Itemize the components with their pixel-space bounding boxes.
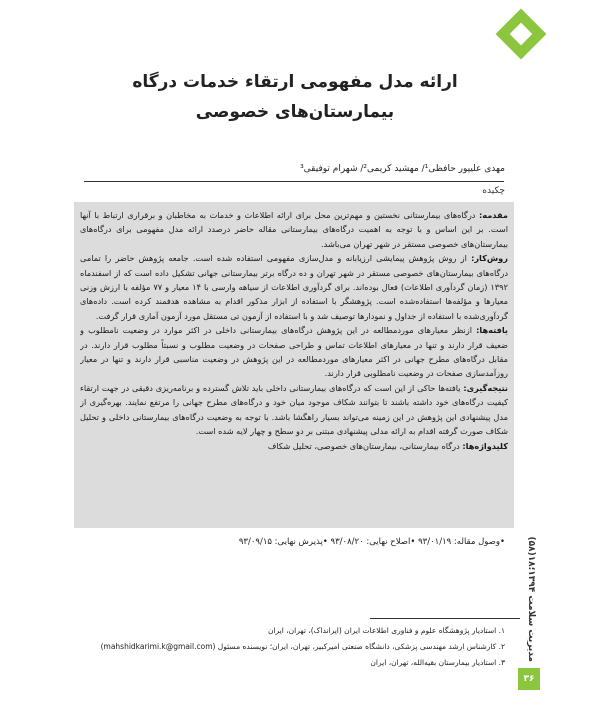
abstract-keywords <box>80 439 508 453</box>
abstract-conclusion-text: یافته‌ها حاکی از این است که درگاه‌های بیمارستانی داخلی باید تلاش گسترده و برنامه‌ریزی دقیقی در جهت ارتقاء کیفیت درگاه‌های خود داشته باشند تا بتوانند شکاف موجود میان خود و درگاه‌های مطرح جهانی را مرتفع نمایند. بهره‌گیری از مدل پیشنهادی این پژوهش در این زمینه می‌تواند بسیار راهگشا باشد. با توجه به وضعیت درگاه‌های بیمارستانی داخلی و تحلیل شکاف صورت گرفته اقدام به ارائه مدلی پیشنهادی مبتنی بر دو سطح و چهار لایه شده است. <box>80 382 508 437</box>
abstract-intro-label: مقدمه: <box>478 210 508 220</box>
abstract-keywords-label: کلیدواژه‌ها: <box>462 440 508 451</box>
submission-dates: •وصول مقاله: ۹۳/۰۱/۱۹ •اصلاح نهایی: ۹۳/۰۸/۲۰ •پذیرش نهایی: ۹۳/۰۹/۱۵ <box>238 537 505 547</box>
abstract-results-label: یافته‌ها: <box>476 325 508 336</box>
abstract-intro <box>80 208 508 251</box>
abstract-conclusion-label: نتیجه‌گیری: <box>463 382 508 393</box>
footnote-1: ۱. استادیار پژوهشگاه علوم و فناوری اطلاعات ایران (ایرانداک)، تهران، ایران <box>267 626 505 635</box>
paper-title-line2: بیمارستان‌های خصوصی <box>195 102 395 122</box>
abstract-heading: چکیده <box>482 186 505 196</box>
abstract-results <box>80 323 508 381</box>
abstract-body <box>80 208 508 524</box>
abstract-keywords-text: درگاه بیمارستانی، بیمارستان‌های خصوصی، تحلیل شکاف <box>267 440 463 451</box>
abstract-method <box>80 251 508 323</box>
divider <box>84 181 504 182</box>
abstract-conclusion <box>80 381 508 439</box>
footnote-2: ۲. کارشناس ارشد مهندسی پزشکی، دانشگاه صنعتی امیرکبیر، تهران، ایران؛ نویسنده مسئول (mahshidkarimi.k@gmail.com) <box>100 642 505 651</box>
page-number: ۳۶ <box>518 668 540 690</box>
paper-title-line1: ارائه مدل مفهومی ارتقاء خدمات درگاه <box>132 72 458 92</box>
journal-side-label: مدیریت سلامت ۱۳۹۴؛۱۸(۵۸) <box>526 536 536 662</box>
abstract-results-text: ازنظر معیارهای موردمطالعه در این پژوهش درگاه‌های بیمارستانی داخلی در اکثر موارد در وضعیت نامطلوب و ضعیف قرار دارند و تنها در معیارهای اطلاعات تماس و طراحی صفحات در وضعیت مطلوب و نسبتاً مطلوب قرار دارند. در مقابل درگاه‌های مطرح جهانی در اکثر معیارهای موردمطالعه در این پژوهش در وضعیت مناسبی قرار دارند و تنها در معیار روزآمدسازی صفحات در وضعیت نامطلوبی قرار دارند. <box>80 325 508 379</box>
abstract-method-text: از روش پژوهش پیمایشی ارزیابانه و مدل‌سازی مفهومی استفاده شده است. جامعه پژوهش حاضر را تمامی درگاه‌های بیمارستان‌های خصوصی مستقر در شهر تهران و ده درگاه برتر بیمارستانی جهانی تشکیل داده است که از اسفندماه ۱۳۹۲ (زمان گردآوری اطلاعات) فعال بوده‌اند. برای گردآوری اطلاعات از سیاهه وارسی با ۱۴ معیار و ۷۷ مؤلفه با ارزش وزنی معیارها و مؤلفه‌ها استفاده‌شده است. پژوهشگر با استفاده از ابزار مذکور اقدام به مشاهده هدفمند کرده است. داده‌های گردآوری‌شده با استفاده از جداول و نمودارها توصیف شد و با استفاده از آزمون تی مستقل مورد آزمون آماری قرار گرفت. <box>80 253 508 321</box>
abstract-intro-text: درگاه‌های بیمارستانی نخستین و مهم‌ترین محل برای ارائه اطلاعات و خدمات به مخاطبان و برقراری ارتباط با آنها است. بر این اساس و با توجه به اهمیت درگاه‌های بیمارستانی مقاله حاضر درصدد ارائه مدل مفهومی برای درگاه‌های بیمارستان‌های خصوصی مستقر در شهر تهران می‌باشد. <box>80 210 508 249</box>
footnote-divider <box>370 618 520 619</box>
footnote-3: ۳. استادیار بیمارستان بقیه‌الله، تهران، ایران <box>370 658 505 667</box>
abstract-method-label: روش‌کار: <box>471 253 508 264</box>
authors: مهدی علیپور حافظی¹/ مهشید کریمی²/ شهرام توفیقی³ <box>300 164 505 174</box>
